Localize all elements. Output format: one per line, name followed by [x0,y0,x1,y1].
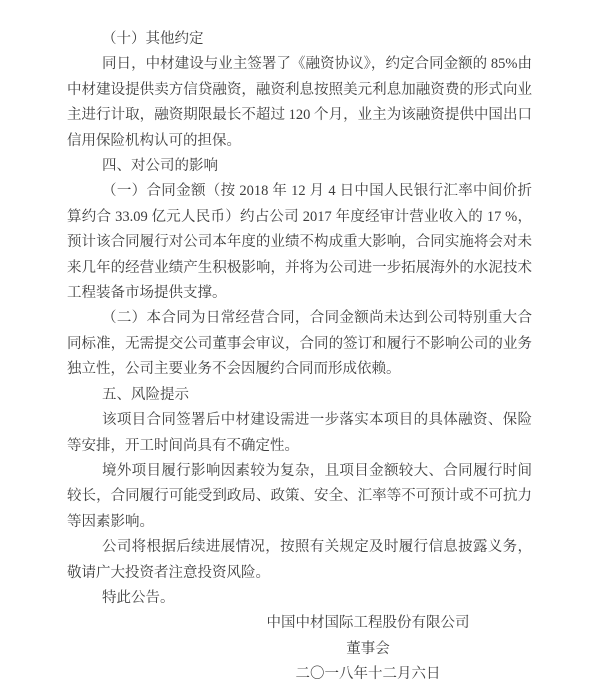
para-risk-implementation: 该项目合同签署后中材建设需进一步落实本项目的具体融资、保险等安排，开工时间尚具有不确定性。 [67,412,532,454]
signature-date: 二〇一八年十二月六日 [295,666,441,683]
section-heading-risk-warning: 五、风险提示 [102,386,189,403]
para-closing-statement: 特此公告。 [102,589,175,606]
signature-company-name: 中国中材国际工程股份有限公司 [266,615,470,632]
para-financing-agreement: 同日，中材建设与业主签署了《融资协议》，约定合同金额的 85%由中材建设提供卖方信贷融资，融资利息按照美元利息加融资费的形式向业主进行计取，融资期限最长不超过 120 个月，业主为该融资提供中国出口信用保险机构认可的担保。 [67,56,532,149]
signature-block [248,611,488,685]
section-heading-company-impact: 四、对公司的影响 [102,158,218,175]
para-risk-overseas: 境外项目履行影响因素较为复杂，且项目金额较大、合同履行时间较长，合同履行可能受到政局、政策、安全、汇率等不可预计或不可抗力等因素影响。 [67,462,532,530]
para-daily-operation-contract: （二）本合同为日常经营合同，合同金额尚未达到公司特别重大合同标准，无需提交公司董事会审议，合同的签订和履行不影响公司的业务独立性，公司主要业务不会因履约合同而形成依赖。 [67,310,532,378]
para-disclosure-commitment: 公司将根据后续进展情况，按照有关规定及时履行信息披露义务，敬请广大投资者注意投资风险。 [67,539,532,581]
para-contract-amount: （一）合同金额（按 2018 年 12 月 4 日中国人民银行汇率中间价折算约合 33.09 亿元人民币）约占公司 2017 年度经审计营业收入的 17 %，预计该合同履行对公司本年度的业绩不构成重大影响，合同实施将会对未来几年的经营业绩产生积极影响，并将为公司进一步拓展海外的水泥技术工程装备市场提供支撑。 [67,183,532,302]
para-other-agreements-heading: （十）其他约定 [102,31,204,47]
signature-board: 董事会 [346,640,390,657]
